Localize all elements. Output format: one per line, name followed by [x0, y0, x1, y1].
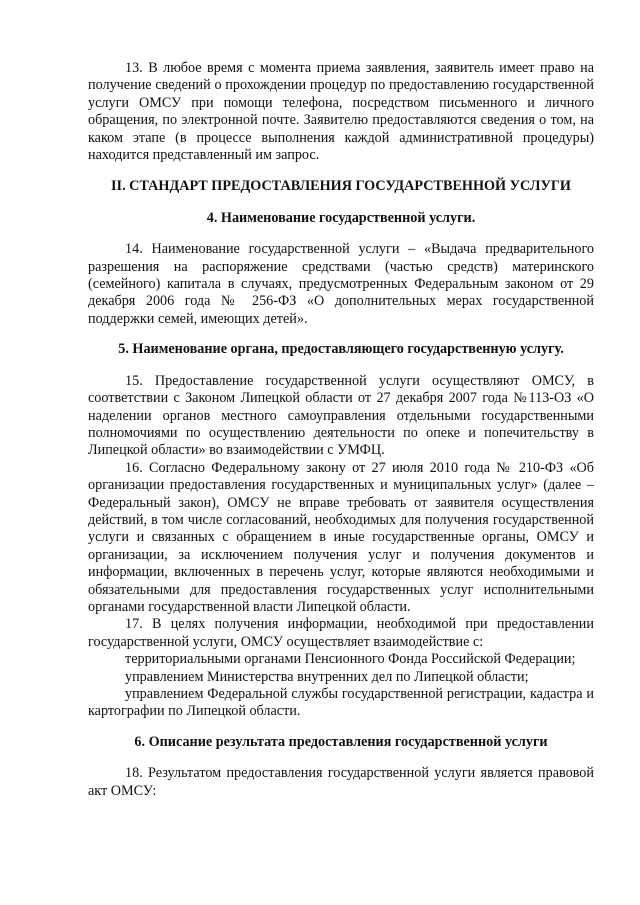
paragraph-13: 13. В любое время с момента приема заявления, заявитель имеет право на получение сведений о прохождении процедур по предоставлению государственной услуги ОМСУ при помощи телефона, посредством письменного и личного обращения, по электронной почте. Заявителю предоставляются сведения о том, на каком этапе (в процессе выполнения каждой административной процедуры) находится представленный им запрос. [88, 60, 594, 164]
heading-6: 6. Описание результата предоставления государственной услуги [134, 733, 548, 750]
paragraph-17: 17. В целях получения информации, необходимой при предоставлении государственной услуги, ОМСУ осуществляет взаимодействие с: [88, 616, 594, 650]
paragraph-15: 15. Предоставление государственной услуги осуществляют ОМСУ, в соответствии с Законом Липецкой области от 27 декабря 2007 года №113-ОЗ «О наделении органов местного самоуправления отдельными государственными полномочиями по осуществлению деятельности по опеке и попечительству в Липецкой области» во взаимодействии с УМФЦ. [88, 372, 594, 459]
document-page [88, 60, 594, 800]
paragraph-16: 16. Согласно Федеральному закону от 27 июля 2010 года № 210-ФЗ «Об организации предоставления государственных и муниципальных услуг» (далее – Федеральный закон), ОМСУ не вправе требовать от заявителя осуществления действий, в том числе согласований, необходимых для получения государственной услуги и связанных с обращением в иные государственные органы, ОМСУ и организации, за исключением получения услуг и получения документов и информации, включенных в перечень услуг, которые являются необходимыми и обязательными для предоставления государственных услуг исполнительными органами государственной власти Липецкой области. [88, 459, 594, 615]
heading-4: 4. Наименование государственной услуги. [206, 209, 476, 226]
paragraph-14: 14. Наименование государственной услуги – «Выдача предварительного разрешения на распоряжение средствами (частью средств) материнского (семейного) капитала в случаях, предусмотренных Федеральным законом от 29 декабря 2006 года № 256-ФЗ «О дополнительных мерах государственной поддержки семей, имеющих детей». [88, 241, 594, 327]
paragraph-18: 18. Результатом предоставления государственной услуги является правовой акт ОМСУ: [88, 765, 594, 799]
heading-5: 5. Наименование органа, предоставляющего государственную услугу. [118, 341, 564, 358]
paragraph-17-item-3: управлением Федеральной службы государственной регистрации, кадастра и картографии по Липецкой области. [88, 686, 594, 720]
paragraph-17-item-1: территориальными органами Пенсионного Фонда Российской Федерации; [125, 651, 576, 668]
paragraph-17-item-2: управлением Министерства внутренних дел по Липецкой области; [125, 668, 529, 685]
section-ii-heading: II. СТАНДАРТ ПРЕДОСТАВЛЕНИЯ ГОСУДАРСТВЕННОЙ УСЛУГИ [111, 178, 571, 195]
